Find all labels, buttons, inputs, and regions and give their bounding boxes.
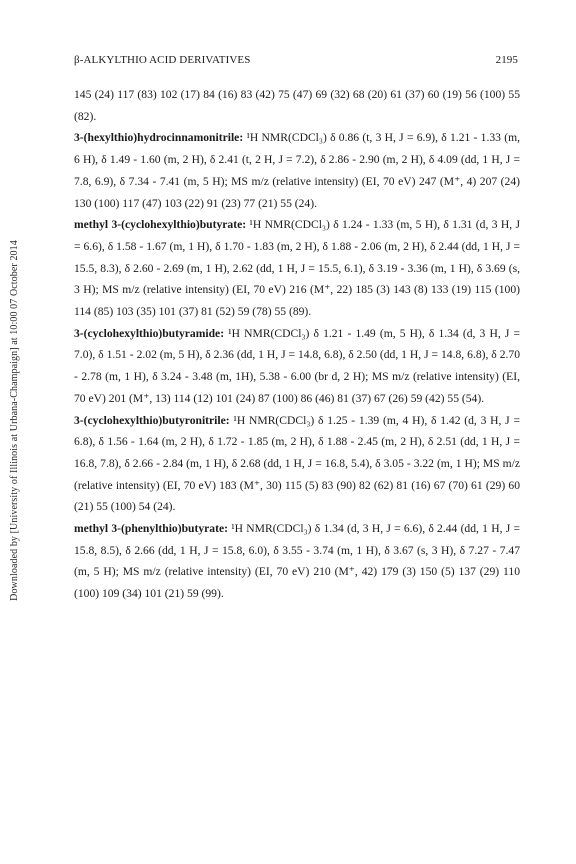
entry-text: 145 (24) 117 (83) 102 (17) 84 (16) 83 (42) 75 (47) 69 (32) 68 (20) 61 (37) 60 (19) 56 (100) 55 (82).: [74, 88, 520, 123]
compound-name: 3-(cyclohexylthio)butyramide:: [74, 326, 225, 340]
compound-entry: [74, 518, 520, 605]
compound-name: 3-(hexylthio)hydrocinnamonitrile:: [74, 131, 244, 145]
download-watermark-text: Downloaded by [University of Illinois at Urbana-Champaign] at 10:00 07 October 2014: [8, 239, 20, 601]
entry-text: ¹H NMR(CDCl₃) δ 1.25 - 1.39 (m, 4 H), δ 1.42 (d, 3 H, J = 6.8), δ 1.56 - 1.64 (m, 2 H), δ 1.72 - 1.85 (m, 2 H), δ 1.88 - 2.45 (m, 2 H), δ 2.51 (dd, 1 H, J = 16.8, 7.8), δ 2.66 - 2.84 (m, 1 H), δ 2.68 (dd, 1 H, J = 16.8, 5.4), δ 3.05 - 3.22 (m, 1 H); MS m/z (relative intensity) (EI, 70 eV) 183 (M⁺, 30) 115 (5) 83 (90) 82 (62) 81 (16) 67 (70) 61 (29) 60 (21) 55 (100) 54 (24).: [74, 413, 520, 514]
compound-name: 3-(cyclohexylthio)butyronitrile:: [74, 413, 230, 427]
body-text: [74, 84, 520, 605]
compound-entry: [74, 127, 520, 214]
compound-name: methyl 3-(cyclohexylthio)butyrate:: [74, 218, 247, 232]
compound-entry: [74, 410, 520, 519]
compound-entry: [74, 323, 520, 410]
entry-text: ¹H NMR(CDCl₃) δ 1.34 (d, 3 H, J = 6.6), δ 2.44 (dd, 1 H, J = 15.8, 8.5), δ 2.66 (dd, 1 H, J = 15.8, 6.0), δ 3.55 - 3.74 (m, 1 H), δ 3.67 (s, 3 H), δ 7.27 - 7.47 (m, 5 H); MS m/z (relative intensity) (EI, 70 eV) 210 (M⁺, 42) 179 (3) 150 (5) 137 (29) 110 (100) 109 (34) 101 (21) 59 (99).: [74, 522, 520, 601]
spectral-data-continuation: [74, 84, 520, 127]
running-head: [74, 54, 518, 66]
download-watermark: [6, 185, 22, 655]
entry-text: ¹H NMR(CDCl₃) δ 0.86 (t, 3 H, J = 6.9), δ 1.21 - 1.33 (m, 6 H), δ 1.49 - 1.60 (m, 2 H), δ 2.41 (t, 2 H, J = 7.2), δ 2.86 - 2.90 (m, 2 H), δ 4.09 (dd, 1 H, J = 7.8, 6.9), δ 7.34 - 7.41 (m, 5 H); MS m/z (relative intensity) (EI, 70 eV) 247 (M⁺, 4) 207 (24) 130 (100) 117 (47) 103 (22) 91 (23) 77 (21) 55 (24).: [74, 131, 520, 210]
entry-text: ¹H NMR(CDCl₃) δ 1.24 - 1.33 (m, 5 H), δ 1.31 (d, 3 H, J = 6.6), δ 1.58 - 1.67 (m, 1 H), δ 1.70 - 1.83 (m, 2 H), δ 1.88 - 2.06 (m, 2 H), δ 2.44 (dd, 1 H, J = 15.5, 8.3), δ 2.60 - 2.69 (m, 1 H), 2.62 (dd, 1 H, J = 15.5, 6.1), δ 3.19 - 3.36 (m, 1 H), δ 3.69 (s, 3 H); MS m/z (relative intensity) (EI, 70 eV) 216 (M⁺, 22) 185 (3) 143 (8) 133 (19) 115 (100) 114 (85) 103 (35) 101 (37) 81 (52) 59 (78) 55 (89).: [74, 218, 520, 319]
entry-text: ¹H NMR(CDCl₃) δ 1.21 - 1.49 (m, 5 H), δ 1.34 (d, 3 H, J = 7.0), δ 1.51 - 2.02 (m, 5 H), δ 2.36 (dd, 1 H, J = 14.8, 6.8), δ 2.50 (dd, 1 H, J = 14.8, 6.8), δ 2.70 - 2.78 (m, 1 H), δ 3.24 - 3.48 (m, 1H), 5.38 - 6.00 (br d, 2 H); MS m/z (relative intensity) (EI, 70 eV) 201 (M⁺, 13) 114 (12) 101 (24) 87 (100) 86 (46) 81 (37) 67 (26) 59 (42) 55 (54).: [74, 326, 520, 405]
page-number: 2195: [495, 54, 518, 66]
compound-name: methyl 3-(phenylthio)butyrate:: [74, 522, 228, 536]
running-head-title: β-ALKYLTHIO ACID DERIVATIVES: [74, 54, 251, 66]
compound-entry: [74, 214, 520, 323]
